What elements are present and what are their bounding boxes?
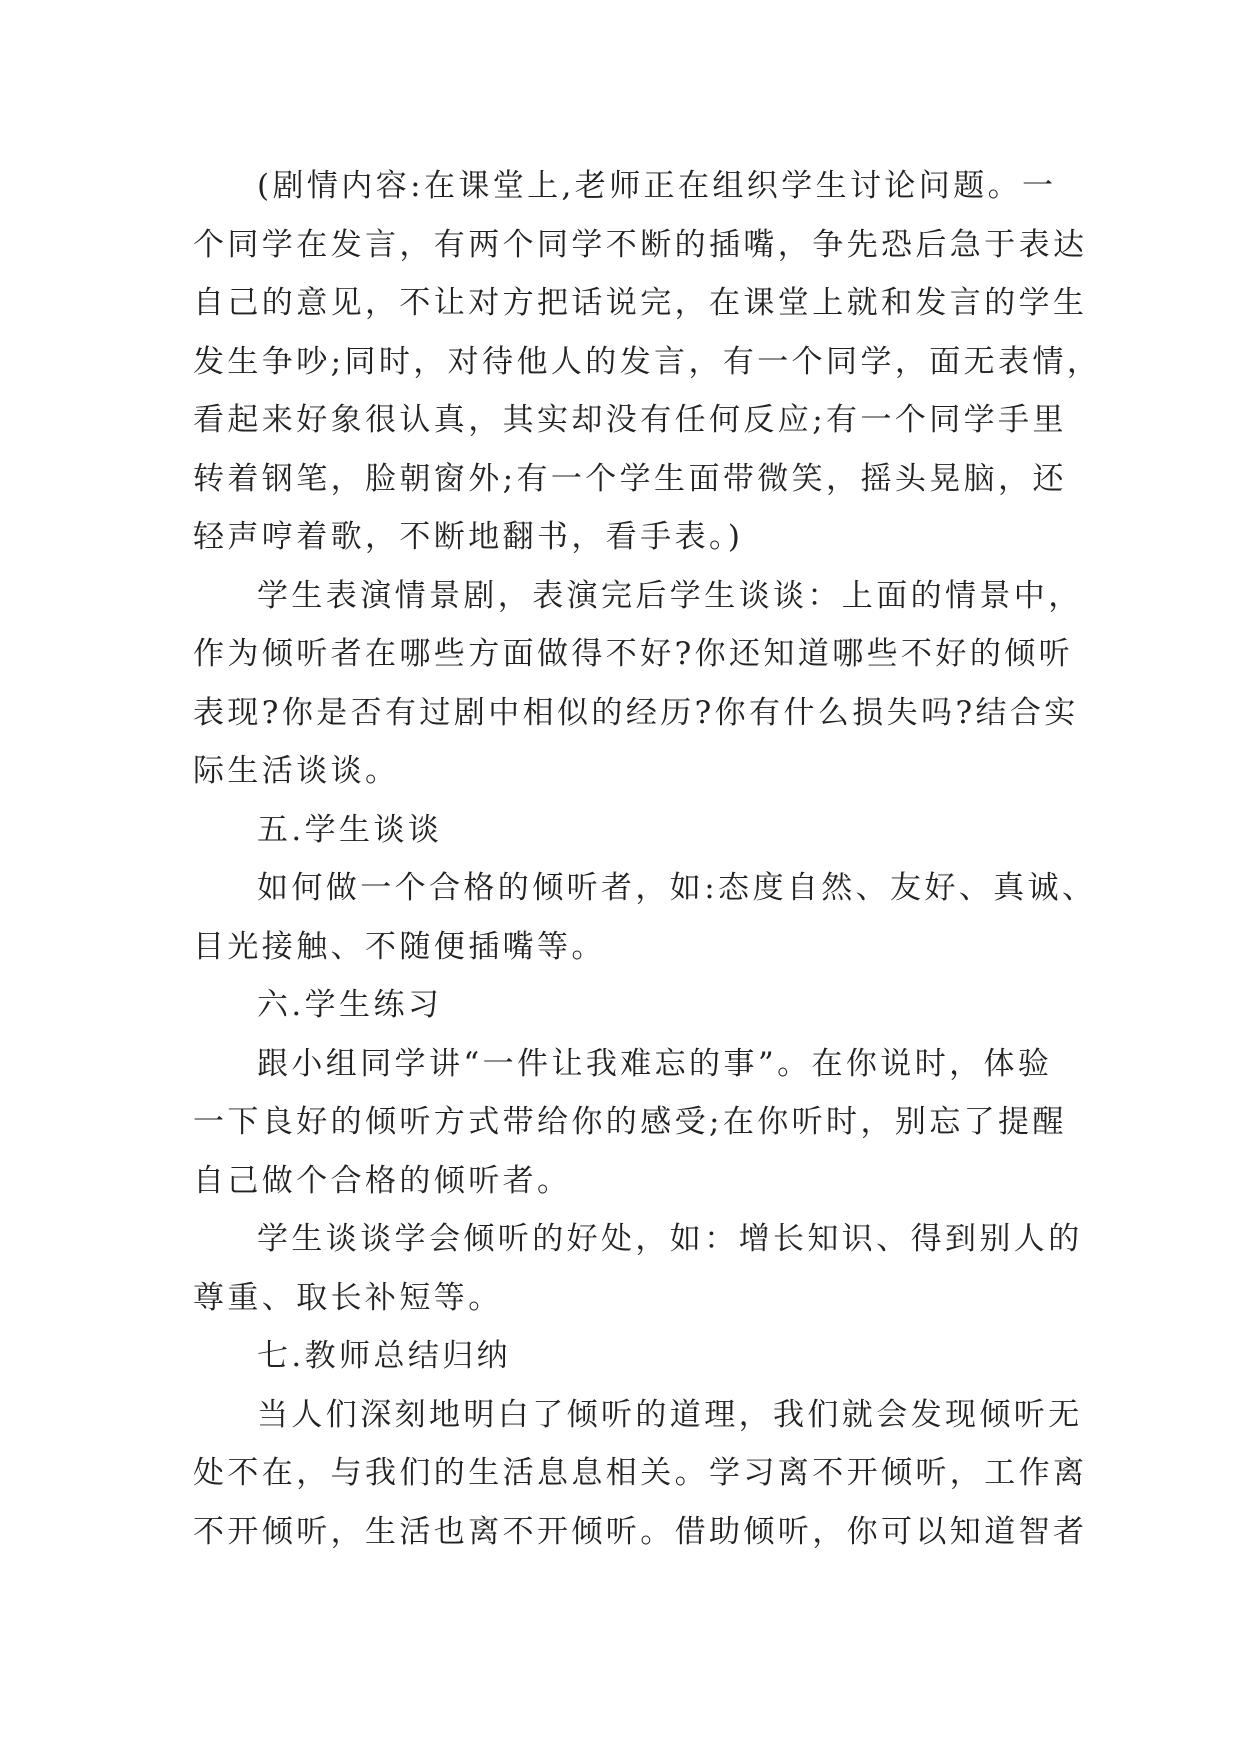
paragraph-line: (剧情内容:在课堂上,老师正在组织学生讨论问题。一 <box>257 168 1057 204</box>
paragraph-line: 自己的意见，不让对方把话说完，在课堂上就和发言的学生 <box>193 285 1088 321</box>
section-heading: 五.学生谈谈 <box>257 811 443 848</box>
paragraph-line: 看起来好象很认真，其实却没有任何反应;有一个同学手里 <box>193 402 1067 438</box>
paragraph-line: 个同学在发言，有两个同学不断的插嘴，争先恐后急于表达 <box>193 226 1088 263</box>
paragraph-line: 学生谈谈学会倾听的好处，如：增长知识、得到别人的 <box>257 1221 1083 1257</box>
paragraph-line: 作为倾听者在哪些方面做得不好?你还知道哪些不好的倾听 <box>193 636 1074 672</box>
paragraph-line: 一下良好的倾听方式带给你的感受;在你听时，别忘了提醒 <box>193 1104 1067 1140</box>
document-body <box>193 157 1102 1561</box>
paragraph-line: 际生活谈谈。 <box>193 753 400 789</box>
paragraph-line: 转着钢笔，脸朝窗外;有一个学生面带微笑，摇头晃脑，还 <box>193 460 1067 497</box>
paragraph-line: 轻声哼着歌，不断地翻书，看手表。) <box>193 519 744 555</box>
paragraph-line: 当人们深刻地明白了倾听的道理，我们就会发现倾听无 <box>257 1396 1083 1433</box>
paragraph-line: 目光接触、不随便插嘴等。 <box>193 928 606 965</box>
paragraph-line: 跟小组同学讲“一件让我难忘的事”。在你说时，体验 <box>257 1045 1053 1082</box>
paragraph-line: 如何做一个合格的倾听者，如:态度自然、友好、真诚、 <box>257 870 1097 906</box>
paragraph-line: 尊重、取长补短等。 <box>193 1279 503 1316</box>
paragraph-line: 学生表演情景剧，表演完后学生谈谈：上面的情景中， <box>257 577 1083 614</box>
paragraph-line: 自己做个合格的倾听者。 <box>193 1162 572 1199</box>
paragraph-line: 发生争吵;同时，对待他人的发言，有一个同学，面无表情， <box>193 343 1102 380</box>
section-heading: 六.学生练习 <box>257 987 443 1023</box>
section-heading: 七.教师总结归纳 <box>257 1338 512 1374</box>
paragraph-line: 表现?你是否有过剧中相似的经历?你有什么损失吗?结合实 <box>193 694 1079 731</box>
paragraph-line: 不开倾听，生活也离不开倾听。借助倾听，你可以知道智者 <box>193 1513 1088 1550</box>
paragraph-line: 处不在，与我们的生活息息相关。学习离不开倾听，工作离 <box>193 1455 1088 1491</box>
